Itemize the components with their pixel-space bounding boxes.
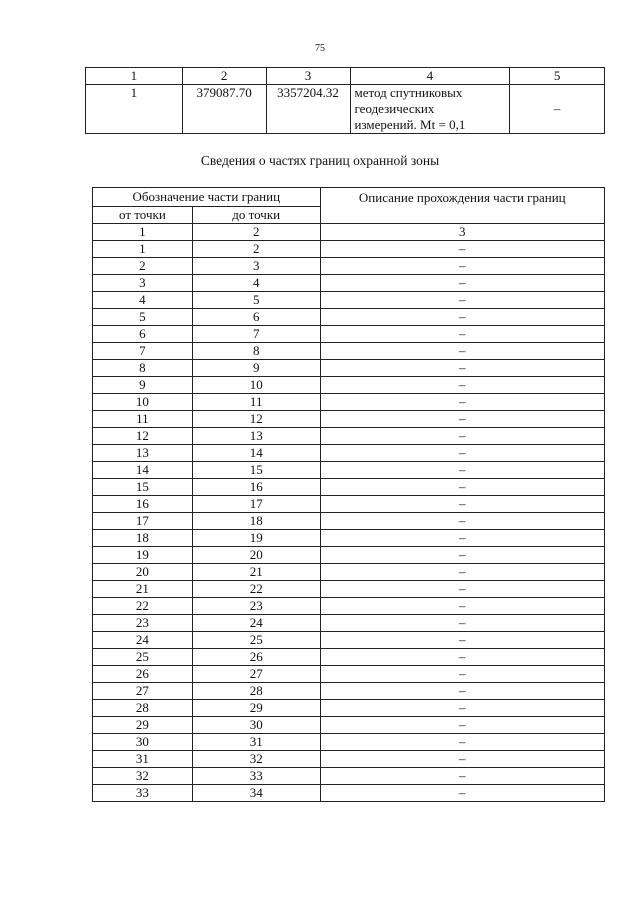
description-cell: – bbox=[320, 530, 604, 547]
to-point-cell: 13 bbox=[192, 428, 320, 445]
to-point-cell: 11 bbox=[192, 394, 320, 411]
table-row bbox=[93, 700, 605, 717]
from-point-cell: 15 bbox=[93, 479, 193, 496]
col-5-cell: – bbox=[510, 85, 605, 134]
table-row bbox=[93, 666, 605, 683]
table-row bbox=[93, 326, 605, 343]
from-point-cell: 28 bbox=[93, 700, 193, 717]
method-line-3: измерений. Mt = 0,1 bbox=[354, 117, 466, 132]
description-cell: – bbox=[320, 649, 604, 666]
to-point-cell: 14 bbox=[192, 445, 320, 462]
to-point-cell: 15 bbox=[192, 462, 320, 479]
from-point-cell: 7 bbox=[93, 343, 193, 360]
to-point-cell: 6 bbox=[192, 309, 320, 326]
to-point-cell: 19 bbox=[192, 530, 320, 547]
col-3-header: 3 bbox=[266, 68, 350, 85]
to-point-cell: 34 bbox=[192, 785, 320, 802]
to-point-cell: 10 bbox=[192, 377, 320, 394]
from-point-cell: 11 bbox=[93, 411, 193, 428]
table-row bbox=[93, 394, 605, 411]
from-point-cell: 26 bbox=[93, 666, 193, 683]
table-row bbox=[93, 275, 605, 292]
method-line-2: геодезических bbox=[354, 101, 435, 116]
to-point-cell: 7 bbox=[192, 326, 320, 343]
to-point-cell: 17 bbox=[192, 496, 320, 513]
to-point-cell: 8 bbox=[192, 343, 320, 360]
description-cell: – bbox=[320, 343, 604, 360]
description-cell: – bbox=[320, 275, 604, 292]
from-point-cell: 12 bbox=[93, 428, 193, 445]
to-point-cell: 3 bbox=[192, 258, 320, 275]
table-row bbox=[93, 734, 605, 751]
from-point-cell: 10 bbox=[93, 394, 193, 411]
table-row bbox=[93, 428, 605, 445]
table-row bbox=[93, 547, 605, 564]
table-row bbox=[93, 768, 605, 785]
coordinates-table bbox=[85, 67, 605, 134]
from-point-cell: 5 bbox=[93, 309, 193, 326]
description-header: Описание прохождения части границ bbox=[320, 188, 604, 224]
table-row bbox=[93, 564, 605, 581]
from-point-cell: 23 bbox=[93, 615, 193, 632]
description-cell: – bbox=[320, 462, 604, 479]
y-coordinate-cell: 3357204.32 bbox=[266, 85, 350, 134]
col-5-header: 5 bbox=[510, 68, 605, 85]
from-point-cell: 8 bbox=[93, 360, 193, 377]
description-cell: – bbox=[320, 547, 604, 564]
to-point-cell: 23 bbox=[192, 598, 320, 615]
col-1-header: 1 bbox=[86, 68, 183, 85]
table-row bbox=[93, 581, 605, 598]
table-row bbox=[93, 309, 605, 326]
from-point-cell: 29 bbox=[93, 717, 193, 734]
description-cell: – bbox=[320, 564, 604, 581]
from-point-header: от точки bbox=[93, 207, 193, 224]
from-point-cell: 20 bbox=[93, 564, 193, 581]
from-point-cell: 2 bbox=[93, 258, 193, 275]
to-point-cell: 26 bbox=[192, 649, 320, 666]
description-cell: – bbox=[320, 683, 604, 700]
column-index-row bbox=[93, 224, 605, 241]
description-cell: – bbox=[320, 768, 604, 785]
parts-header-row bbox=[93, 188, 605, 207]
from-point-cell: 19 bbox=[93, 547, 193, 564]
table-row bbox=[93, 530, 605, 547]
table-row bbox=[93, 343, 605, 360]
column-index-1: 1 bbox=[93, 224, 193, 241]
method-line-1: метод спутниковых bbox=[354, 85, 463, 100]
description-cell: – bbox=[320, 377, 604, 394]
from-point-cell: 25 bbox=[93, 649, 193, 666]
table-row bbox=[93, 649, 605, 666]
to-point-header: до точки bbox=[192, 207, 320, 224]
from-point-cell: 14 bbox=[93, 462, 193, 479]
table-row bbox=[93, 751, 605, 768]
to-point-cell: 4 bbox=[192, 275, 320, 292]
table-row bbox=[93, 496, 605, 513]
from-point-cell: 24 bbox=[93, 632, 193, 649]
description-cell: – bbox=[320, 598, 604, 615]
description-cell: – bbox=[320, 581, 604, 598]
table-row bbox=[93, 241, 605, 258]
from-point-cell: 13 bbox=[93, 445, 193, 462]
group-header: Обозначение части границ bbox=[93, 188, 321, 207]
table-row bbox=[93, 717, 605, 734]
description-cell: – bbox=[320, 734, 604, 751]
description-cell: – bbox=[320, 326, 604, 343]
section-title: Сведения о частях границ охранной зоны bbox=[200, 153, 440, 168]
to-point-cell: 33 bbox=[192, 768, 320, 785]
to-point-cell: 27 bbox=[192, 666, 320, 683]
to-point-cell: 5 bbox=[192, 292, 320, 309]
point-number-cell: 1 bbox=[86, 85, 183, 134]
column-index-3: 3 bbox=[320, 224, 604, 241]
from-point-cell: 1 bbox=[93, 241, 193, 258]
from-point-cell: 33 bbox=[93, 785, 193, 802]
from-point-cell: 31 bbox=[93, 751, 193, 768]
table-row bbox=[93, 360, 605, 377]
table-row bbox=[93, 513, 605, 530]
from-point-cell: 21 bbox=[93, 581, 193, 598]
table-row bbox=[93, 598, 605, 615]
to-point-cell: 30 bbox=[192, 717, 320, 734]
table-row bbox=[93, 785, 605, 802]
table-row bbox=[93, 462, 605, 479]
from-point-cell: 22 bbox=[93, 598, 193, 615]
column-index-2: 2 bbox=[192, 224, 320, 241]
to-point-cell: 18 bbox=[192, 513, 320, 530]
to-point-cell: 24 bbox=[192, 615, 320, 632]
table-row bbox=[93, 632, 605, 649]
description-cell: – bbox=[320, 717, 604, 734]
table-row bbox=[93, 683, 605, 700]
page-number: 75 bbox=[315, 43, 325, 54]
description-cell: – bbox=[320, 360, 604, 377]
description-cell: – bbox=[320, 428, 604, 445]
description-cell: – bbox=[320, 479, 604, 496]
table-row bbox=[93, 615, 605, 632]
from-point-cell: 9 bbox=[93, 377, 193, 394]
description-cell: – bbox=[320, 632, 604, 649]
from-point-cell: 27 bbox=[93, 683, 193, 700]
description-cell: – bbox=[320, 258, 604, 275]
description-cell: – bbox=[320, 785, 604, 802]
from-point-cell: 17 bbox=[93, 513, 193, 530]
to-point-cell: 28 bbox=[192, 683, 320, 700]
to-point-cell: 2 bbox=[192, 241, 320, 258]
from-point-cell: 30 bbox=[93, 734, 193, 751]
to-point-cell: 29 bbox=[192, 700, 320, 717]
table-row bbox=[93, 377, 605, 394]
from-point-cell: 3 bbox=[93, 275, 193, 292]
table-row bbox=[93, 292, 605, 309]
to-point-cell: 9 bbox=[192, 360, 320, 377]
col-2-header: 2 bbox=[182, 68, 266, 85]
to-point-cell: 20 bbox=[192, 547, 320, 564]
to-point-cell: 21 bbox=[192, 564, 320, 581]
coordinates-row bbox=[86, 85, 605, 134]
description-cell: – bbox=[320, 513, 604, 530]
description-cell: – bbox=[320, 309, 604, 326]
description-cell: – bbox=[320, 394, 604, 411]
description-cell: – bbox=[320, 751, 604, 768]
description-cell: – bbox=[320, 292, 604, 309]
description-cell: – bbox=[320, 445, 604, 462]
description-cell: – bbox=[320, 241, 604, 258]
from-point-cell: 32 bbox=[93, 768, 193, 785]
table-row bbox=[93, 258, 605, 275]
to-point-cell: 12 bbox=[192, 411, 320, 428]
boundary-parts-table bbox=[92, 187, 605, 802]
method-cell bbox=[350, 85, 510, 134]
description-cell: – bbox=[320, 411, 604, 428]
x-coordinate-cell: 379087.70 bbox=[182, 85, 266, 134]
col-4-header: 4 bbox=[350, 68, 510, 85]
from-point-cell: 4 bbox=[93, 292, 193, 309]
table-row bbox=[93, 479, 605, 496]
coordinates-header-row bbox=[86, 68, 605, 85]
to-point-cell: 32 bbox=[192, 751, 320, 768]
description-cell: – bbox=[320, 666, 604, 683]
from-point-cell: 16 bbox=[93, 496, 193, 513]
to-point-cell: 25 bbox=[192, 632, 320, 649]
to-point-cell: 22 bbox=[192, 581, 320, 598]
from-point-cell: 18 bbox=[93, 530, 193, 547]
description-cell: – bbox=[320, 615, 604, 632]
to-point-cell: 31 bbox=[192, 734, 320, 751]
table-row bbox=[93, 411, 605, 428]
description-cell: – bbox=[320, 700, 604, 717]
description-cell: – bbox=[320, 496, 604, 513]
table-row bbox=[93, 445, 605, 462]
from-point-cell: 6 bbox=[93, 326, 193, 343]
to-point-cell: 16 bbox=[192, 479, 320, 496]
